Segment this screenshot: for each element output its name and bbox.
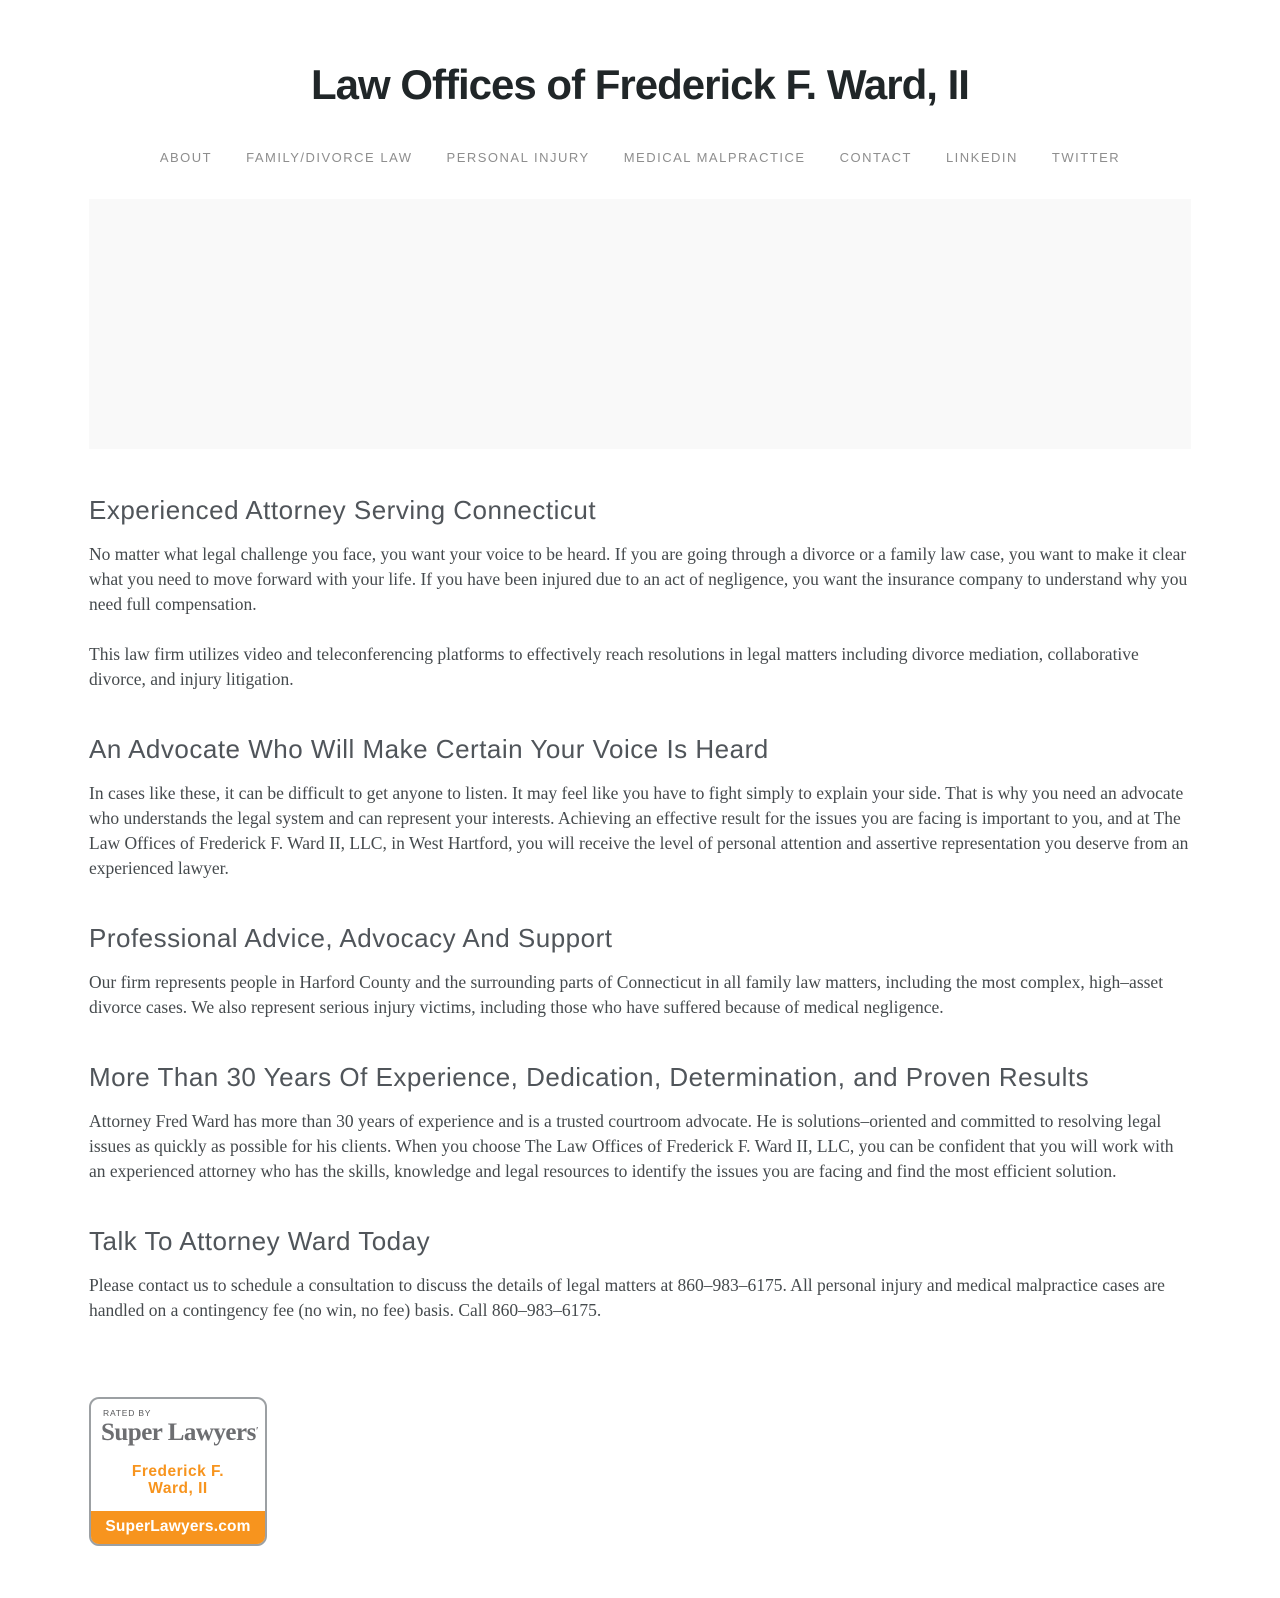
site-title: Law Offices of Frederick F. Ward, II	[311, 61, 969, 108]
section-experienced-attorney	[89, 495, 1191, 692]
super-lawyers-badge[interactable]	[89, 1397, 267, 1546]
section-heading: Talk To Attorney Ward Today	[89, 1226, 431, 1257]
nav-item-medical-malpractice[interactable]: MEDICAL MALPRACTICE	[623, 150, 806, 166]
section-heading: Professional Advice, Advocacy And Support	[89, 923, 613, 954]
section-experience	[89, 1062, 1191, 1184]
section-paragraph: Attorney Fred Ward has more than 30 years of experience and is a trusted courtroom advocate. He is solutions–oriented and committed to resolving legal issues as quickly as possible for his clients. When you choose The Law Offices of Frederick F. Ward II, LLC, you can be confident that you will work with an experienced attorney who has the skills, knowledge and legal resources to identify the issues you are facing and find the most efficient solution.	[89, 1111, 1174, 1182]
section-professional-advice	[89, 923, 1191, 1020]
nav-item-linkedin[interactable]: LINKEDIN	[945, 150, 1018, 166]
section-heading: Experienced Attorney Serving Connecticut	[89, 495, 597, 526]
badge-rated-by-label: RATED BY	[103, 1408, 152, 1419]
badge-website-link[interactable]: SuperLawyers.com	[91, 1511, 265, 1544]
section-heading: More Than 30 Years Of Experience, Dedication, Determination, and Proven Results	[89, 1062, 1090, 1093]
section-paragraph: In cases like these, it can be difficult to get anyone to listen. It may feel like you have to fight simply to explain your side. That is why you need an advocate who understands the legal system and can represent your interests. Achieving an effective result for the issues you are facing is important to you, and at The Law Offices of Frederick F. Ward II, LLC, in West Hartford, you will receive the level of personal attention and assertive representation you deserve from an experienced lawyer.	[89, 783, 1189, 879]
site-header	[0, 0, 1280, 165]
super-lawyers-logo: Super Lawyers$^ʹ$	[101, 1419, 259, 1447]
section-paragraph: This law firm utilizes video and teleconferencing platforms to effectively reach resolutions in legal matters including divorce mediation, collaborative divorce, and injury litigation.	[89, 644, 1139, 690]
section-paragraph: Our firm represents people in Harford County and the surrounding parts of Connecticut in all family law matters, including the most complex, high–asset divorce cases. We also represent serious injury victims, including those who have suffered because of medical negligence.	[89, 972, 1164, 1018]
nav-item-twitter[interactable]: TWITTER	[1051, 150, 1121, 166]
section-paragraph: Please contact us to schedule a consultation to discuss the details of legal matters at 860–983–6175. All personal injury and medical malpractice cases are handled on a contingency fee (no win, no fee) basis. Call 860–983–6175.	[89, 1275, 1165, 1321]
nav-item-about[interactable]: ABOUT	[159, 150, 213, 166]
hero-image-placeholder	[89, 199, 1191, 449]
nav-item-personal-injury[interactable]: PERSONAL INJURY	[446, 150, 590, 166]
badge-area	[89, 1397, 1191, 1598]
section-advocate	[89, 734, 1191, 881]
nav-item-contact[interactable]: CONTACT	[839, 150, 912, 166]
section-paragraph: No matter what legal challenge you face, you want your voice to be heard. If you are going through a divorce or a family law case, you want to make it clear what you need to move forward with your life. If you have been injured due to an act of negligence, you want the insurance company to understand why you need full compensation.	[89, 544, 1188, 615]
section-heading: An Advocate Who Will Make Certain Your Voice Is Heard	[89, 734, 769, 765]
main-nav	[0, 150, 1280, 165]
section-talk-to-attorney	[89, 1226, 1191, 1323]
main-content	[89, 449, 1191, 1323]
badge-attorney-name: Frederick F. Ward, II	[131, 1463, 225, 1498]
trademark-icon: ʹ	[255, 1426, 259, 1438]
nav-item-family-divorce-law[interactable]: FAMILY/DIVORCE LAW	[246, 150, 413, 166]
